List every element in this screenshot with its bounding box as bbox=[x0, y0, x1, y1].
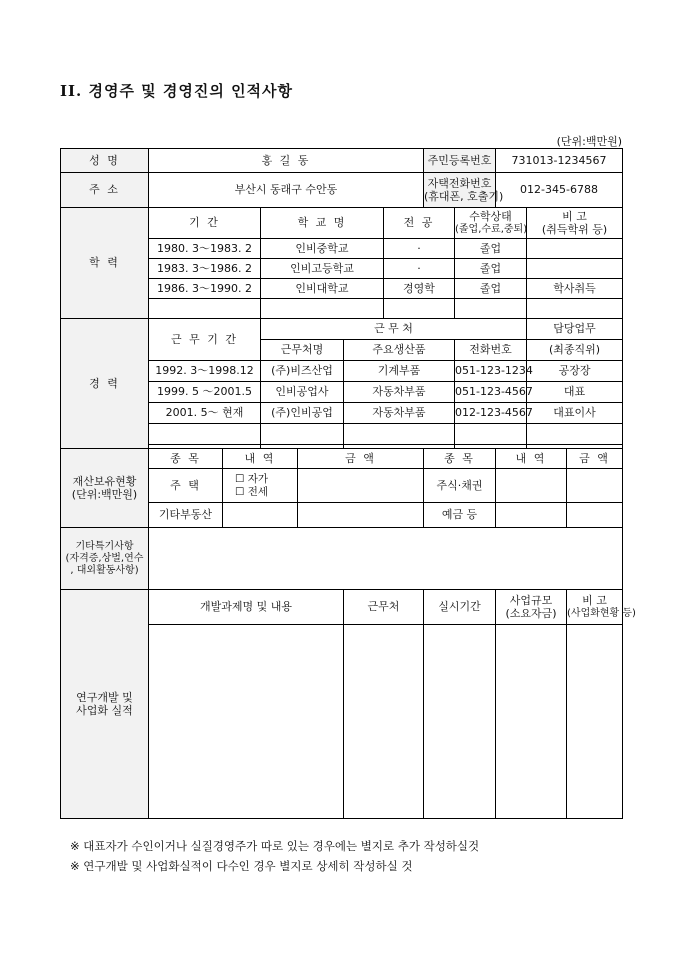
rnd-workplace[interactable] bbox=[344, 625, 424, 819]
rnd-header-scale-sub: (소요자금) bbox=[505, 607, 557, 620]
edu-school[interactable]: 인비중학교 bbox=[261, 239, 384, 259]
rnd-scale[interactable] bbox=[496, 625, 567, 819]
career-header-period: 근 무 기 간 bbox=[149, 319, 261, 361]
edu-period[interactable]: 1986. 3～1990. 2 bbox=[149, 279, 261, 299]
footnotes bbox=[70, 836, 479, 876]
edu-school[interactable]: 인비대학교 bbox=[261, 279, 384, 299]
career-header-workplace: 근 무 처 bbox=[261, 319, 527, 340]
edu-school[interactable] bbox=[261, 299, 384, 319]
personal-info-table bbox=[60, 148, 636, 819]
rnd-project[interactable] bbox=[149, 625, 344, 819]
edu-status[interactable]: 졸업 bbox=[455, 279, 527, 299]
house-amount[interactable] bbox=[298, 469, 424, 503]
property-header-detail: 내 역 bbox=[223, 449, 298, 469]
career-company[interactable] bbox=[261, 424, 344, 445]
edu-note[interactable] bbox=[527, 239, 623, 259]
lease-option[interactable] bbox=[223, 486, 297, 498]
address-value[interactable]: 부산시 동래구 수안동 bbox=[149, 173, 424, 208]
edu-status[interactable]: 졸업 bbox=[455, 259, 527, 279]
rnd-header-project: 개발과제명 및 내용 bbox=[149, 590, 344, 625]
special-label-sub: (자격증,상벌,연수 bbox=[65, 552, 144, 564]
property-label-sub: (단위:백만원) bbox=[71, 488, 138, 501]
own-home-label: 자가 bbox=[247, 473, 269, 486]
special-label-sub2: , 대외활동사항) bbox=[70, 564, 139, 576]
edu-period[interactable] bbox=[149, 299, 261, 319]
edu-note[interactable] bbox=[527, 299, 623, 319]
name-label: 성 명 bbox=[61, 149, 149, 173]
career-label: 경 력 bbox=[61, 319, 149, 449]
edu-school[interactable]: 인비고등학교 bbox=[261, 259, 384, 279]
edu-header-status-sub: (졸업,수료,중퇴) bbox=[455, 223, 528, 235]
other-realestate-detail[interactable] bbox=[223, 503, 298, 528]
special-value[interactable] bbox=[149, 528, 623, 590]
rnd-header-workplace: 근무처 bbox=[344, 590, 424, 625]
property-header-type-2: 종 목 bbox=[424, 449, 496, 469]
checkbox-icon[interactable]: ☐ bbox=[235, 473, 245, 486]
property-label: 재산보유현황 bbox=[72, 474, 137, 488]
edu-status[interactable]: 졸업 bbox=[455, 239, 527, 259]
edu-major[interactable]: · bbox=[384, 259, 455, 279]
career-duty[interactable] bbox=[527, 424, 623, 445]
unit-label: (단위:백만원) bbox=[556, 135, 622, 148]
career-period[interactable]: 1999. 5 ～2001.5 bbox=[149, 382, 261, 403]
other-realestate-amount[interactable] bbox=[298, 503, 424, 528]
property-header-amount: 금 액 bbox=[298, 449, 424, 469]
lease-label: 전세 bbox=[247, 485, 269, 498]
career-company[interactable]: 인비공업사 bbox=[261, 382, 344, 403]
career-phone[interactable]: 012-123-4567 bbox=[455, 403, 527, 424]
education-label: 학 력 bbox=[61, 208, 149, 319]
edu-header-note-sub: (취득학위 등) bbox=[541, 223, 608, 236]
checkbox-icon[interactable]: ☐ bbox=[235, 485, 245, 498]
stocks-amount[interactable] bbox=[567, 469, 623, 503]
rnd-header-scale: 사업규모 bbox=[509, 593, 553, 607]
career-product[interactable]: 자동차부품 bbox=[344, 382, 455, 403]
career-company[interactable]: (주)인비공업 bbox=[261, 403, 344, 424]
rnd-label: 연구개발 및 bbox=[76, 690, 133, 704]
edu-period[interactable]: 1980. 3～1983. 2 bbox=[149, 239, 261, 259]
phone-value[interactable]: 012-345-6788 bbox=[496, 173, 623, 208]
edu-status[interactable] bbox=[455, 299, 527, 319]
property-house-label: 주 택 bbox=[149, 469, 223, 503]
rnd-note[interactable] bbox=[567, 625, 623, 819]
deposits-label: 예금 등 bbox=[424, 503, 496, 528]
rnd-header-note-sub: (사업화현황 등) bbox=[567, 607, 636, 619]
career-duty[interactable]: 공장장 bbox=[527, 361, 623, 382]
edu-major[interactable]: · bbox=[384, 239, 455, 259]
phone-label: 자택전화번호 bbox=[427, 176, 492, 190]
property-header-type: 종 목 bbox=[149, 449, 223, 469]
rnd-header-note: 비 고 bbox=[582, 594, 607, 608]
career-header-phone: 전화번호 bbox=[455, 340, 527, 361]
career-period[interactable]: 1992. 3～1998.12 bbox=[149, 361, 261, 382]
career-phone[interactable] bbox=[455, 424, 527, 445]
career-header-product: 주요생산품 bbox=[344, 340, 455, 361]
deposits-detail[interactable] bbox=[496, 503, 567, 528]
own-home-option[interactable] bbox=[223, 473, 297, 485]
stocks-detail[interactable] bbox=[496, 469, 567, 503]
career-product[interactable]: 자동차부품 bbox=[344, 403, 455, 424]
edu-header-note: 비 고 bbox=[562, 209, 587, 223]
edu-header-status: 수학상태 bbox=[469, 210, 512, 224]
career-period[interactable]: 2001. 5～ 현재 bbox=[149, 403, 261, 424]
rrn-value[interactable]: 731013-1234567 bbox=[496, 149, 623, 173]
name-value[interactable]: 홍 길 동 bbox=[149, 149, 424, 173]
career-header-duty-sub: (최종직위) bbox=[527, 340, 623, 361]
stocks-label: 주식·채권 bbox=[424, 469, 496, 503]
page-title: II. 경영주 및 경영진의 인적사항 bbox=[60, 82, 294, 100]
other-realestate-label: 기타부동산 bbox=[149, 503, 223, 528]
career-header-company: 근무처명 bbox=[261, 340, 344, 361]
career-company[interactable]: (주)비즈산업 bbox=[261, 361, 344, 382]
career-phone[interactable]: 051-123-1234 bbox=[455, 361, 527, 382]
phone-label-sub: (휴대폰, 호출기) bbox=[424, 190, 504, 203]
edu-note[interactable]: 학사취득 bbox=[527, 279, 623, 299]
career-duty[interactable]: 대표이사 bbox=[527, 403, 623, 424]
career-period[interactable] bbox=[149, 424, 261, 445]
career-product[interactable]: 기계부품 bbox=[344, 361, 455, 382]
deposits-amount[interactable] bbox=[567, 503, 623, 528]
footnote: ※ 대표자가 수인이거나 실질경영주가 따로 있는 경우에는 별지로 추가 작성하실것 bbox=[70, 839, 480, 853]
rnd-period[interactable] bbox=[424, 625, 496, 819]
edu-period[interactable]: 1983. 3～1986. 2 bbox=[149, 259, 261, 279]
address-label: 주 소 bbox=[61, 173, 149, 208]
property-header-detail-2: 내 역 bbox=[496, 449, 567, 469]
edu-note[interactable] bbox=[527, 259, 623, 279]
edu-header-period: 기 간 bbox=[149, 208, 261, 239]
property-header-amount-2: 금 액 bbox=[567, 449, 623, 469]
edu-header-major: 전 공 bbox=[384, 208, 455, 239]
footnote: ※ 연구개발 및 사업화실적이 다수인 경우 별지로 상세히 작성하실 것 bbox=[70, 859, 413, 873]
career-duty[interactable]: 대표 bbox=[527, 382, 623, 403]
rrn-label: 주민등록번호 bbox=[424, 149, 496, 173]
career-phone[interactable]: 051-123-4567 bbox=[455, 382, 527, 403]
career-product[interactable] bbox=[344, 424, 455, 445]
special-label: 기타특기사항 bbox=[75, 540, 134, 552]
career-header-duty: 담당업무 bbox=[527, 319, 623, 340]
rnd-label-sub: 사업화 실적 bbox=[76, 704, 133, 717]
edu-major[interactable]: 경영학 bbox=[384, 279, 455, 299]
rnd-header-period: 실시기간 bbox=[424, 590, 496, 625]
edu-header-school: 학 교 명 bbox=[261, 208, 384, 239]
edu-major[interactable] bbox=[384, 299, 455, 319]
